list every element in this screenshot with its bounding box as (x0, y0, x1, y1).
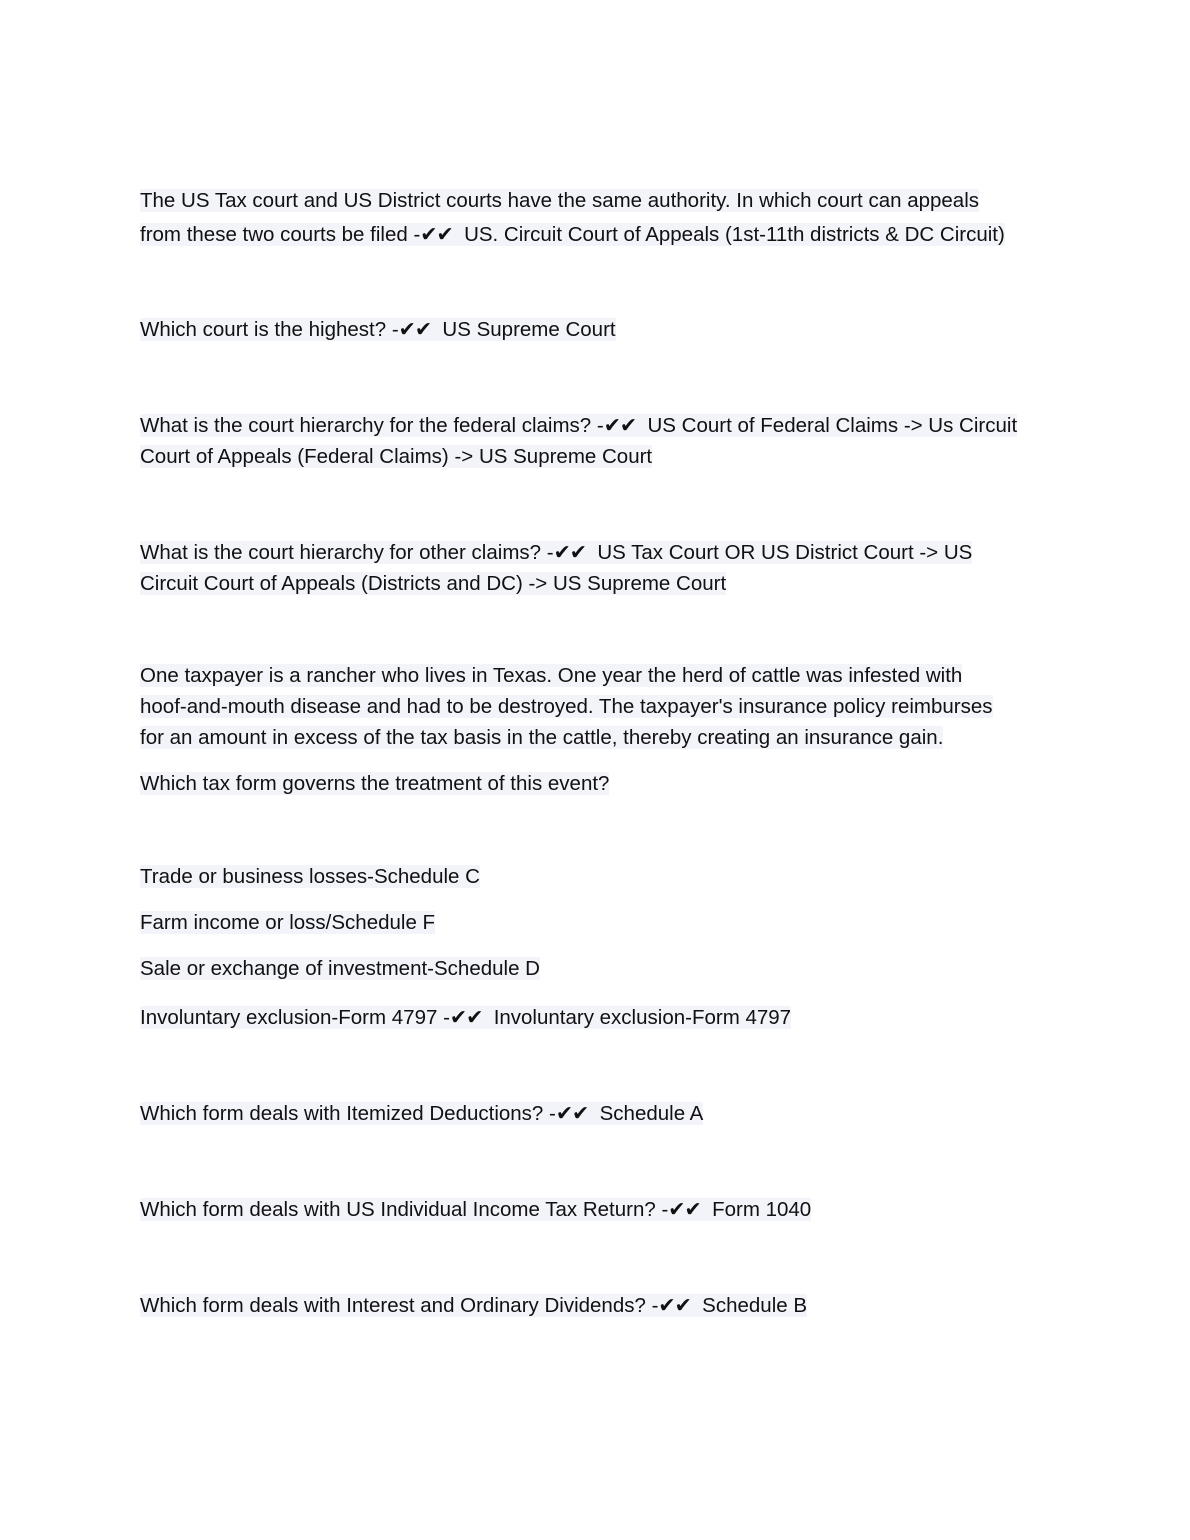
answer-text: Schedule A (599, 1102, 704, 1125)
answer-text: US Supreme Court (442, 318, 616, 341)
qa-item-other-claims-hierarchy (140, 537, 1060, 599)
qa-item-federal-claims-hierarchy (140, 410, 1070, 472)
question-text: Which form deals with Itemized Deductions? - (140, 1102, 556, 1125)
option-list (140, 907, 1060, 938)
question-text: hoof-and-mouth disease and had to be destroyed. The taxpayer's insurance policy reimburses (140, 695, 993, 718)
option-item: Involuntary exclusion-Form 4797 - (140, 1006, 450, 1029)
qa-item-interest-dividends (140, 1290, 1060, 1321)
double-check-icon: ✔✔ (658, 1293, 691, 1317)
question-text: One taxpayer is a rancher who lives in Texas. One year the herd of cattle was infested with (140, 664, 963, 687)
option-item: Sale or exchange of investment-Schedule D (140, 957, 540, 980)
question-text: The US Tax court and US District courts have the same authority. In which court can appeals (140, 189, 979, 212)
qa-item-appeals-court (140, 185, 1060, 250)
question-text: for an amount in excess of the tax basis in the cattle, thereby creating an insurance gain. (140, 726, 944, 749)
question-text: What is the court hierarchy for the federal claims? - (140, 414, 604, 437)
option-item: Farm income or loss/Schedule F (140, 911, 436, 934)
option-item: Trade or business losses-Schedule C (140, 865, 480, 888)
answer-text: Involuntary exclusion-Form 4797 (493, 1006, 792, 1029)
double-check-icon: ✔✔ (555, 1101, 589, 1125)
double-check-icon: ✔✔ (398, 317, 432, 341)
double-check-icon: ✔✔ (603, 413, 637, 437)
answer-text: Schedule B (702, 1294, 808, 1317)
option-list (140, 861, 1060, 892)
answer-text: US. Circuit Court of Appeals (1st-11th districts & DC Circuit) (464, 223, 1005, 246)
double-check-icon: ✔✔ (668, 1197, 701, 1221)
answer-text: US Tax Court OR US District Court -> US (597, 541, 973, 564)
qa-item-individual-return (140, 1194, 1060, 1225)
option-list (140, 1002, 1060, 1033)
double-check-icon: ✔✔ (449, 1005, 483, 1029)
double-check-icon: ✔✔ (420, 222, 453, 246)
answer-text: US Court of Federal Claims -> Us Circuit (647, 414, 1018, 437)
question-text: Which form deals with US Individual Income Tax Return? - (140, 1198, 669, 1221)
option-list (140, 953, 1060, 984)
answer-text: Form 1040 (712, 1198, 812, 1221)
question-text: from these two courts be filed - (140, 223, 421, 246)
qa-item-highest-court (140, 314, 1060, 345)
question-text: Which form deals with Interest and Ordinary Dividends? - (140, 1294, 659, 1317)
double-check-icon: ✔✔ (553, 540, 586, 564)
question-text: Which court is the highest? - (140, 318, 399, 341)
qa-item-rancher-prompt (140, 768, 1060, 799)
answer-text: Court of Appeals (Federal Claims) -> US Supreme Court (140, 445, 653, 468)
answer-text: Circuit Court of Appeals (Districts and DC) -> US Supreme Court (140, 572, 727, 595)
qa-item-rancher-scenario (140, 660, 1060, 753)
qa-item-itemized-deductions (140, 1098, 1060, 1129)
question-text: What is the court hierarchy for other claims? - (140, 541, 554, 564)
question-prompt: Which tax form governs the treatment of this event? (140, 772, 610, 795)
